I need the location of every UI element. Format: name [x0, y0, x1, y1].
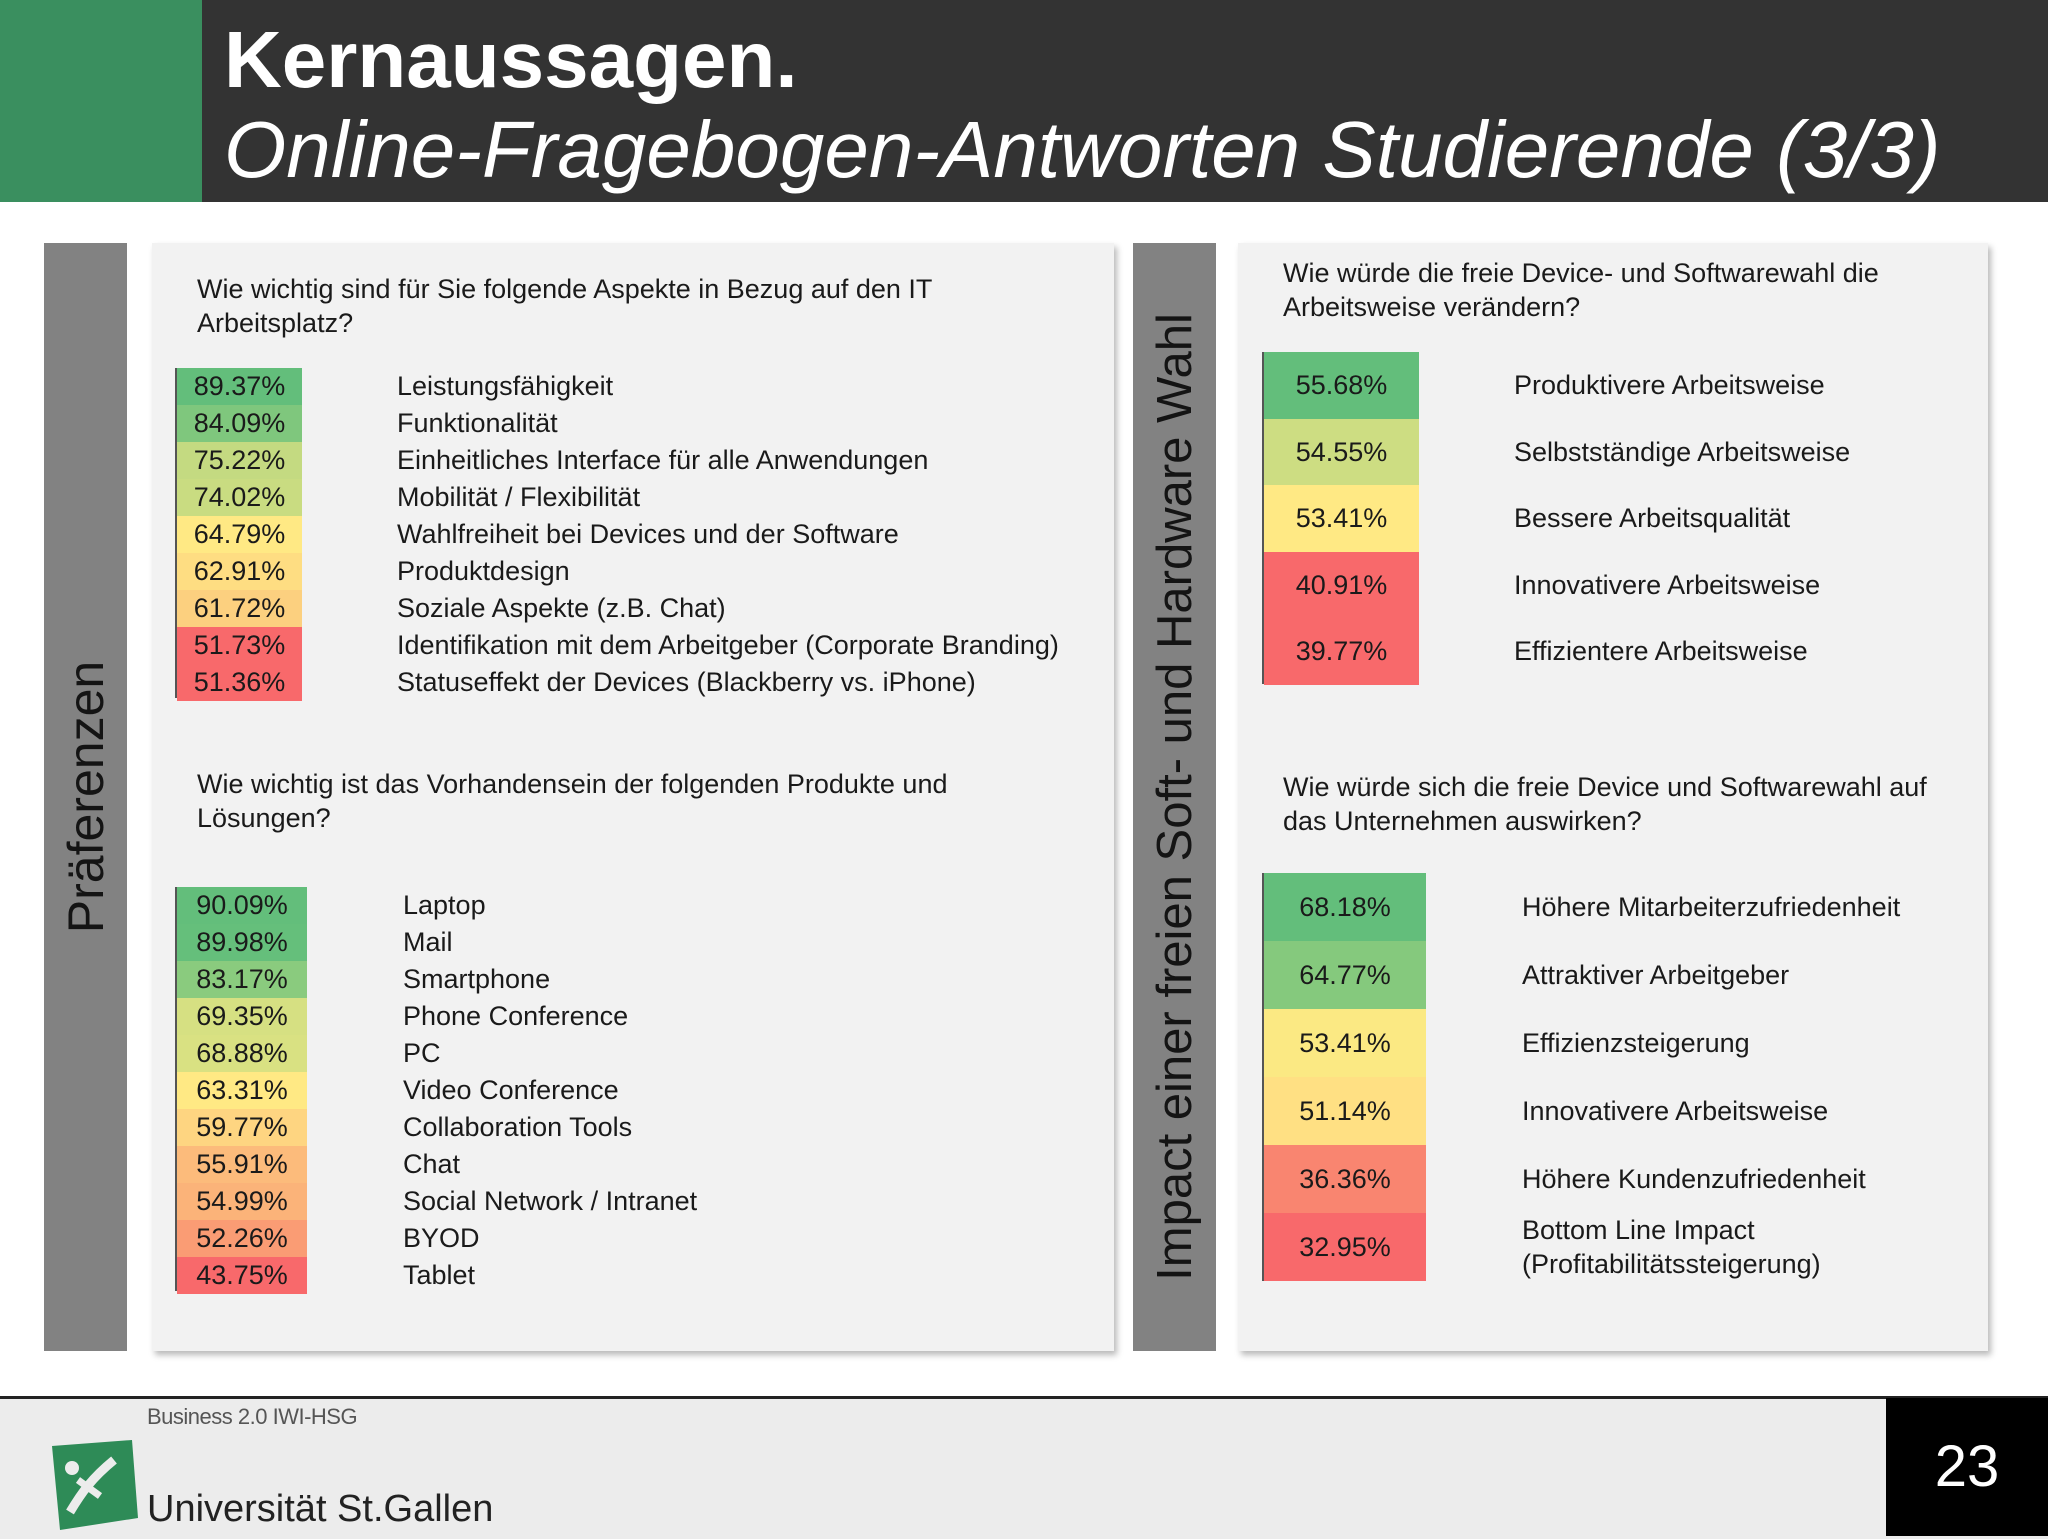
table-row — [177, 998, 1077, 1035]
percentage-cell: 61.72% — [177, 590, 302, 627]
row-label: Wahlfreiheit bei Devices und der Software — [397, 519, 899, 549]
page-number: 23 — [1934, 1434, 2000, 1499]
percentage-cell: 54.99% — [177, 1183, 307, 1220]
percentage-cell: 53.41% — [1264, 485, 1419, 552]
table-row — [1264, 1145, 1984, 1213]
page-number-box — [1886, 1398, 2048, 1536]
row-label: Bessere Arbeitsqualität — [1514, 503, 1791, 533]
question-work-style-change: Wie würde die freie Device- und Softwarewahl die Arbeitsweise verändern? — [1283, 258, 1879, 322]
percentage-cell: 54.55% — [1264, 419, 1419, 486]
table-row — [1264, 485, 1984, 552]
row-label: Soziale Aspekte (z.B. Chat) — [397, 593, 726, 623]
table-row — [177, 1220, 1077, 1257]
page-title: Kernaussagen. — [224, 15, 798, 104]
percentage-cell: 39.77% — [1264, 618, 1419, 685]
table-row — [177, 887, 1077, 924]
percentage-cell: 43.75% — [177, 1257, 307, 1294]
percentage-cell: 51.73% — [177, 627, 302, 664]
table-row — [177, 664, 1177, 701]
percentage-cell: 51.36% — [177, 664, 302, 701]
table-row — [177, 1035, 1077, 1072]
table-row — [177, 368, 1177, 405]
table-row — [177, 1257, 1077, 1294]
percentage-cell: 74.02% — [177, 479, 302, 516]
percentage-cell: 89.98% — [177, 924, 307, 961]
percentage-cell: 90.09% — [177, 887, 307, 924]
table-row — [1264, 552, 1984, 619]
percentage-cell: 75.22% — [177, 442, 302, 479]
percentage-cell: 83.17% — [177, 961, 307, 998]
percentage-cell: 59.77% — [177, 1109, 307, 1146]
table-row — [1264, 1213, 1984, 1281]
row-label: PC — [403, 1038, 441, 1068]
table-row — [177, 590, 1177, 627]
table-row — [1264, 618, 1984, 685]
table-row — [177, 405, 1177, 442]
row-label: Statuseffekt der Devices (Blackberry vs. iPhone) — [397, 667, 976, 697]
table-row — [1264, 352, 1984, 419]
row-label: Tablet — [403, 1260, 476, 1290]
row-label: Attraktiver Arbeitgeber — [1522, 960, 1790, 990]
percentage-cell: 64.77% — [1264, 941, 1426, 1009]
question-it-workplace: Wie wichtig sind für Sie folgende Aspekte in Bezug auf den IT Arbeitsplatz? — [197, 274, 932, 338]
section-label-impact: Impact einer freien Soft- und Hardware Wahl — [1147, 313, 1202, 1281]
table-row — [1264, 873, 1984, 941]
table-row — [177, 1109, 1077, 1146]
percentage-cell: 55.68% — [1264, 352, 1419, 419]
row-label: Collaboration Tools — [403, 1112, 633, 1142]
percentage-cell: 55.91% — [177, 1146, 307, 1183]
percentage-cell: 68.88% — [177, 1035, 307, 1072]
row-label: Höhere Mitarbeiterzufriedenheit — [1522, 892, 1901, 922]
percentage-cell: 32.95% — [1264, 1213, 1426, 1281]
table-row — [177, 961, 1077, 998]
percentage-cell: 68.18% — [1264, 873, 1426, 941]
question-company-impact: Wie würde sich die freie Device und Softwarewahl auf das Unternehmen auswirken? — [1283, 772, 1927, 836]
percentage-cell: 84.09% — [177, 405, 302, 442]
row-label: Effizientere Arbeitsweise — [1514, 636, 1808, 666]
table-row — [177, 1072, 1077, 1109]
percentage-cell: 51.14% — [1264, 1077, 1426, 1145]
row-label: Höhere Kundenzufriedenheit — [1522, 1164, 1866, 1194]
table-it-workplace-aspects — [175, 368, 1177, 698]
table-products-solutions — [175, 887, 1077, 1291]
table-work-style-change — [1262, 352, 1984, 684]
university-logo-icon — [52, 1440, 138, 1530]
row-label: Mobilität / Flexibilität — [397, 482, 641, 512]
row-label: Mail — [403, 927, 453, 957]
row-label: Selbstständige Arbeitsweise — [1514, 436, 1851, 467]
row-label: Funktionalität — [397, 408, 558, 438]
table-row — [177, 1146, 1077, 1183]
table-row — [177, 442, 1177, 479]
footer-caption: Business 2.0 IWI-HSG — [147, 1404, 358, 1429]
table-company-impact — [1262, 873, 1984, 1281]
row-label: Laptop — [403, 890, 486, 920]
percentage-cell: 53.41% — [1264, 1009, 1426, 1077]
table-row — [1264, 941, 1984, 1009]
percentage-cell: 40.91% — [1264, 552, 1419, 619]
row-label: Video Conference — [403, 1075, 619, 1105]
row-label: Bottom Line Impact (Profitabilitätssteigerung) — [1522, 1215, 1821, 1279]
percentage-cell: 64.79% — [177, 516, 302, 553]
row-label: Effizienzsteigerung — [1522, 1028, 1750, 1058]
table-row — [177, 516, 1177, 553]
row-label: BYOD — [403, 1223, 480, 1253]
row-label: Einheitliches Interface für alle Anwendungen — [397, 445, 929, 475]
percentage-cell: 52.26% — [177, 1220, 307, 1257]
table-row — [177, 479, 1177, 516]
header-accent-block — [0, 0, 202, 202]
table-row — [177, 1183, 1077, 1220]
table-row — [177, 553, 1177, 590]
table-row — [177, 924, 1077, 961]
table-row — [1264, 419, 1984, 486]
row-label: Chat — [403, 1149, 461, 1179]
percentage-cell: 62.91% — [177, 553, 302, 590]
percentage-cell: 36.36% — [1264, 1145, 1426, 1213]
university-name: Universität St.Gallen — [147, 1488, 494, 1530]
row-label: Smartphone — [403, 964, 551, 994]
row-label: Innovativere Arbeitsweise — [1522, 1096, 1829, 1126]
row-label: Innovativere Arbeitsweise — [1514, 569, 1821, 600]
percentage-cell: 69.35% — [177, 998, 307, 1035]
table-row — [177, 627, 1177, 664]
question-products-solutions: Wie wichtig ist das Vorhandensein der folgenden Produkte und Lösungen? — [197, 769, 948, 833]
row-label: Identifikation mit dem Arbeitgeber (Corporate Branding) — [397, 630, 1059, 660]
table-row — [1264, 1077, 1984, 1145]
row-label: Leistungsfähigkeit — [397, 371, 614, 401]
row-label: Produktdesign — [397, 556, 570, 586]
percentage-cell: 89.37% — [177, 368, 302, 405]
row-label: Phone Conference — [403, 1001, 629, 1031]
percentage-cell: 63.31% — [177, 1072, 307, 1109]
row-label: Social Network / Intranet — [403, 1186, 698, 1216]
section-band-preferences — [44, 243, 127, 1351]
page-subtitle: Online-Fragebogen-Antworten Studierende (3/3) — [224, 105, 1941, 194]
section-label-preferences: Präferenzen — [57, 660, 114, 934]
row-label: Produktivere Arbeitsweise — [1514, 370, 1825, 400]
table-row — [1264, 1009, 1984, 1077]
